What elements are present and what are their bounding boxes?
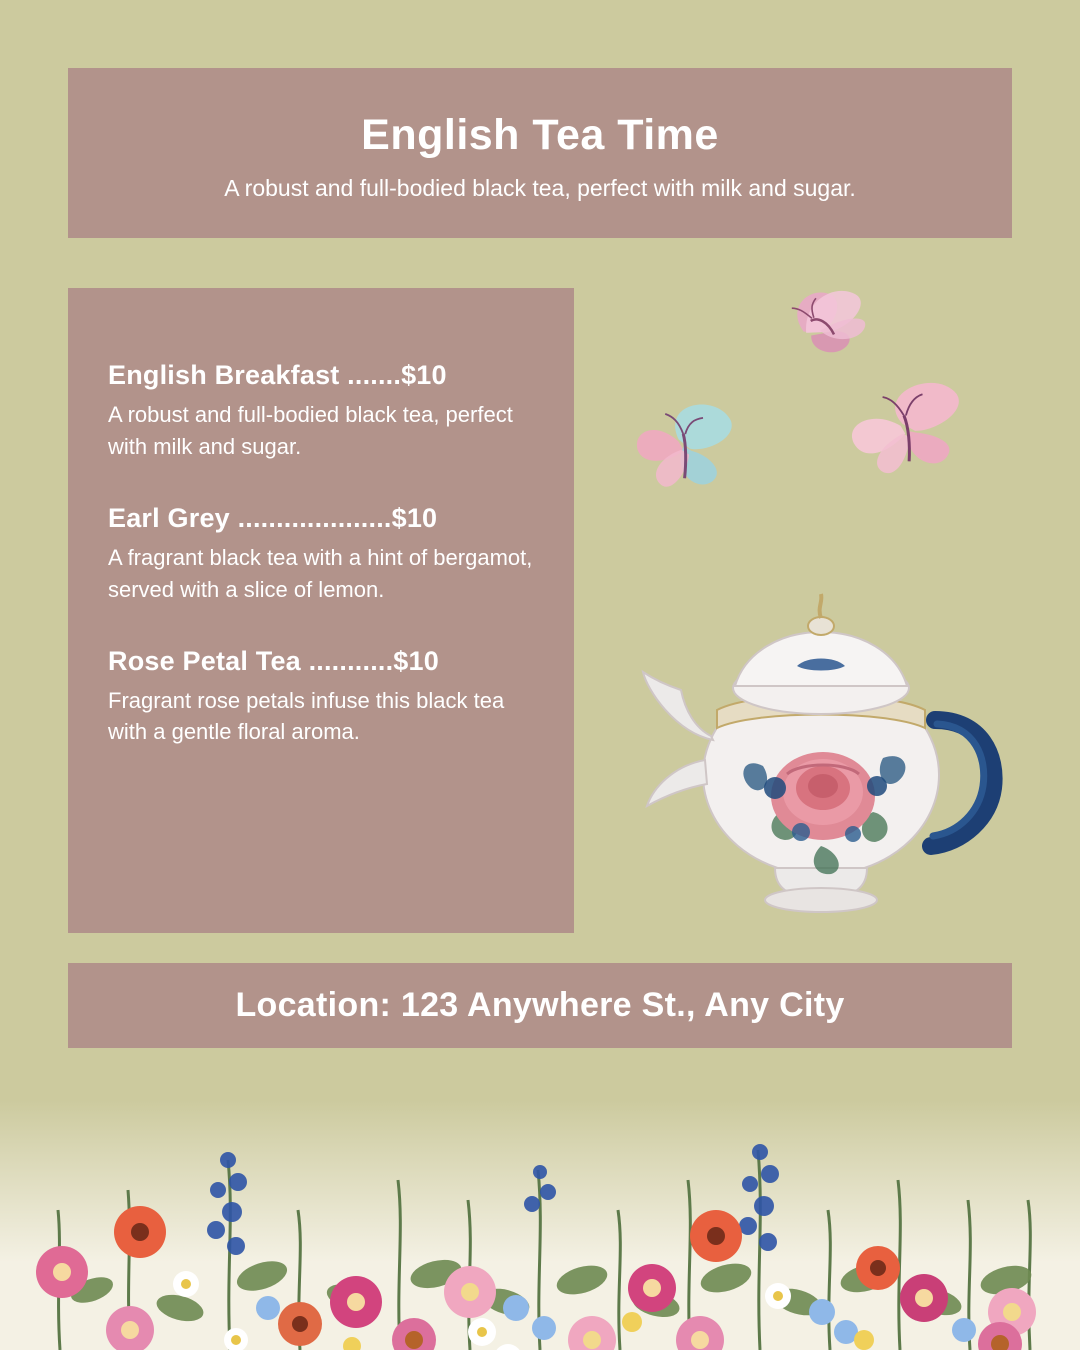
menu-item-heading: Rose Petal Tea ...........$10 [108, 645, 439, 676]
teapot-icon [625, 560, 1020, 940]
header-banner [68, 68, 1012, 238]
location-banner [68, 963, 1012, 1048]
menu-item-description: A fragrant black tea with a hint of bergamot, served with a slice of lemon. [108, 544, 533, 602]
menu-panel [68, 288, 574, 933]
page-title: English Tea Time [361, 110, 719, 159]
location-text: Location: 123 Anywhere St., Any City [235, 986, 845, 1024]
menu-item-heading: English Breakfast .......$10 [108, 360, 447, 390]
flowers-icon [0, 1040, 1080, 1350]
list-item [108, 360, 534, 463]
menu-item-description: A robust and full-bodied black tea, perfect with milk and sugar. [108, 402, 513, 459]
list-item [108, 646, 534, 749]
list-item [108, 503, 534, 606]
menu-item-description: Fragrant rose petals infuse this black tea with a gentle floral aroma. [108, 687, 505, 745]
menu-item-heading: Earl Grey ....................$10 [108, 502, 438, 533]
page-subtitle: A robust and full-bodied black tea, perfect with milk and sugar. [224, 175, 856, 202]
butterflies-icon [620, 285, 1020, 525]
